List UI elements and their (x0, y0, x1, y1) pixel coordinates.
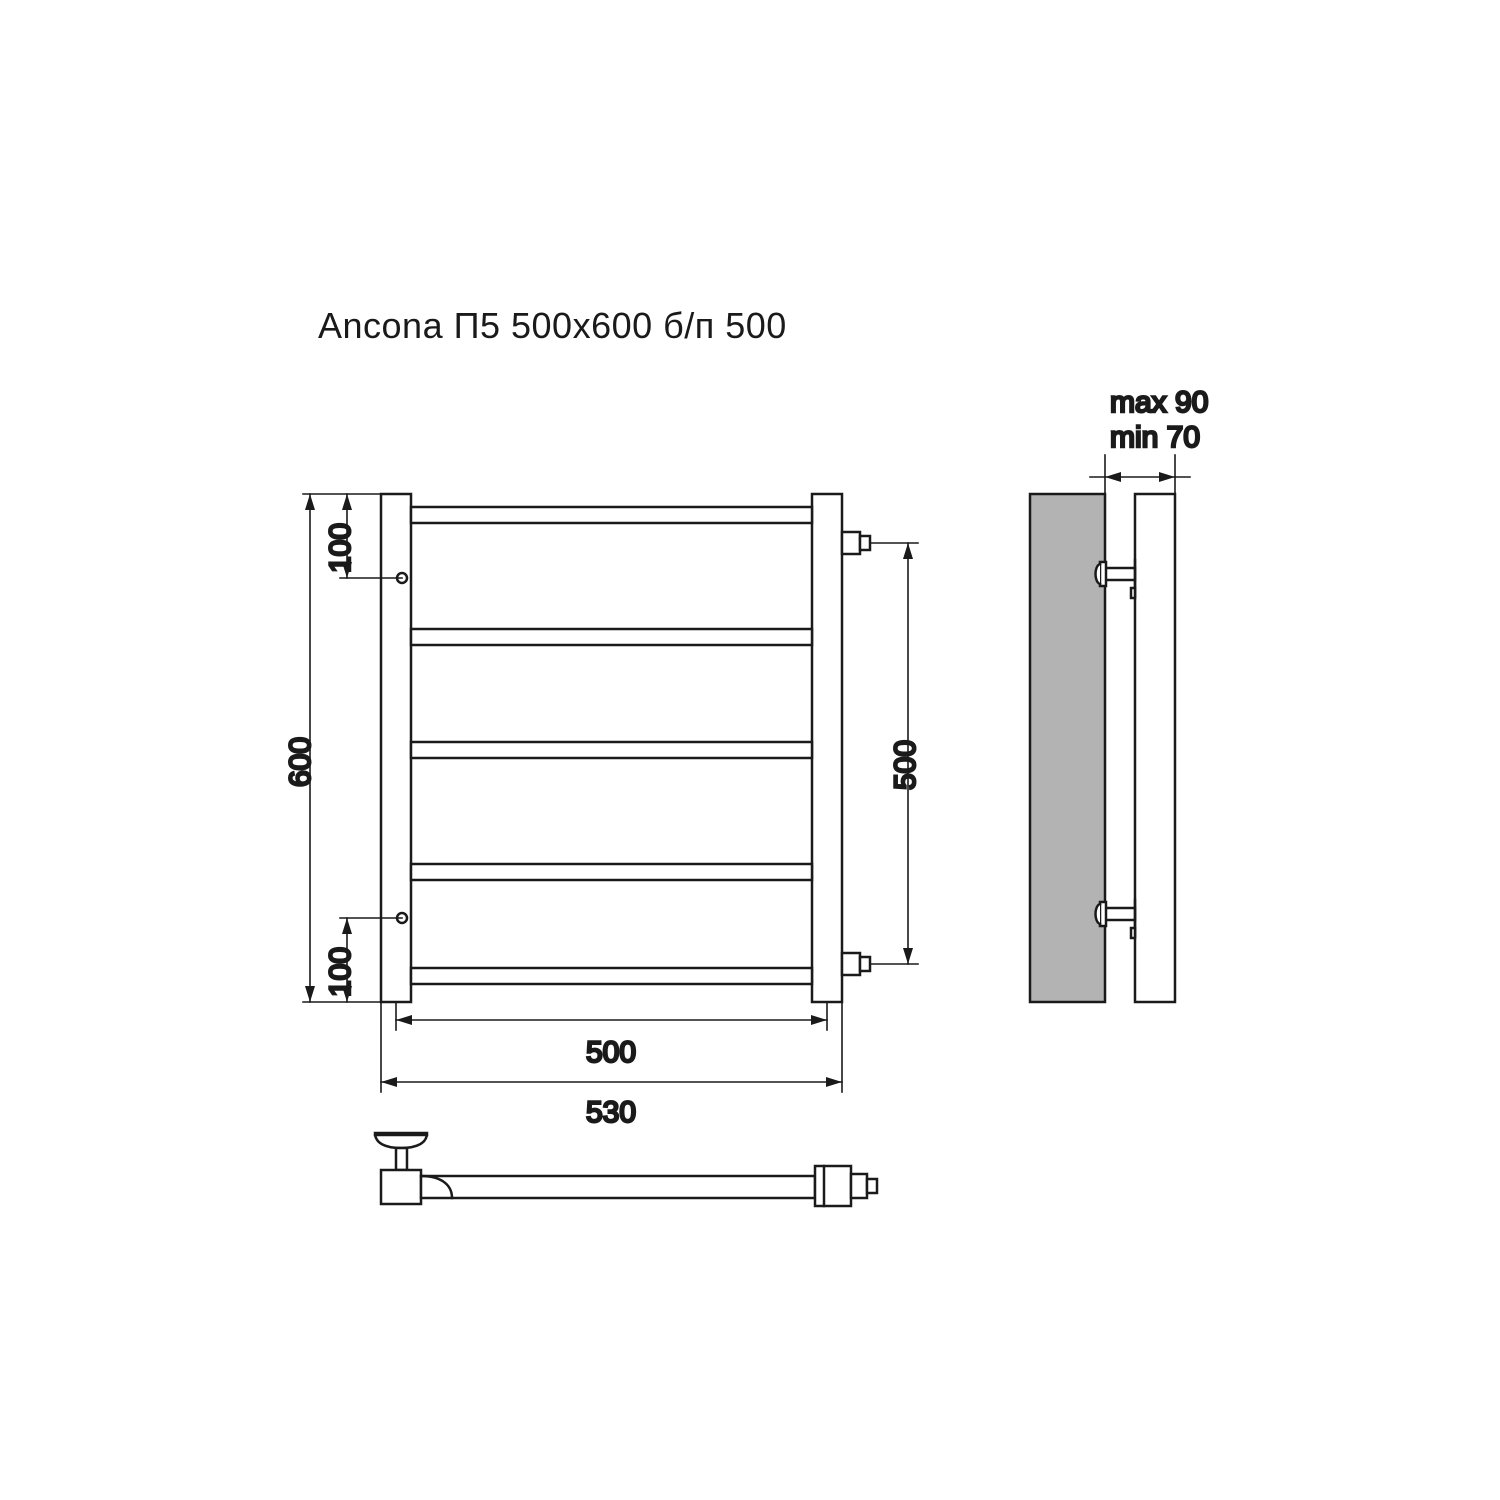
dim-connection-spacing: 500 (889, 739, 922, 791)
dim-max-depth: max 90 (1110, 386, 1209, 419)
dim-overall-height: 600 (284, 736, 317, 788)
dim-top-offset: 100 (324, 522, 357, 574)
dim-overall-width: 530 (585, 1096, 637, 1129)
wall-bracket-detail (375, 1133, 877, 1206)
dim-inner-width: 500 (585, 1036, 637, 1069)
side-view (1030, 494, 1175, 1002)
page-title: Ancona П5 500x600 б/п 500 (318, 305, 787, 346)
dim-bottom-offset: 100 (324, 946, 357, 998)
dim-min-depth: min 70 (1110, 421, 1201, 454)
front-view-towel-rail (381, 494, 870, 1002)
